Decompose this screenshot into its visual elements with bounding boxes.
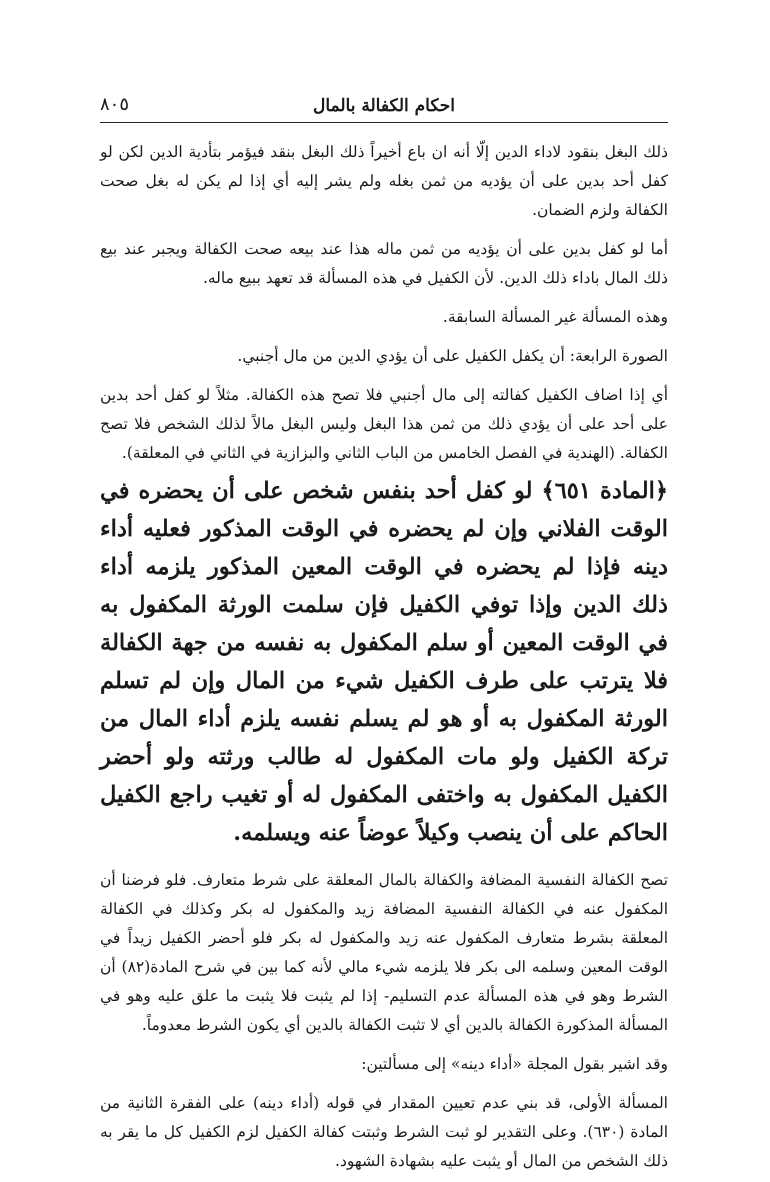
chapter-title: احكام الكفالة بالمال [313,96,455,116]
paragraph-own-property: أما لو كفل بدين على أن يؤديه من ثمن ماله هذا عند بيعه صحت الكفالة ويجبر عند بيع ذلك المال باداء ذلك الدين. لأن الكفيل في هذه المسألة قد تعهد ببيع ماله. [100,240,668,287]
paragraph-different-issue: وهذه المسألة غير المسألة السابقة. [442,308,668,326]
paragraph-two-issues: وقد اشير بقول المجلة «أداء دينه» إلى مسألتين: [361,1055,668,1073]
article-651: ﴿المادة ٦٥١﴾ لو كفل أحد بنفس شخص على أن يحضره في الوقت الفلاني وإن لم يحضره في الوقت المذكور فعليه أداء دينه فإذا لم يحضره في الوقت المعين المذكور يلزمه أداء ذلك الدين وإذا توفي الكفيل فإن سلمت الورثة المكفول به في الوقت المعين أو سلم المكفول به نفسه من جهة الكفالة فلا يترتب على طرف الكفيل شيء من المال وإن لم تسلم الورثة المكفول به أو هو لم يسلم نفسه يلزم أداء المال من تركة الكفيل ولو مات المكفول له طالب ورثته ولو أحضر الكفيل المكفول به واختفى المكفول له أو تغيب راجع الكفيل الحاكم على أن ينصب وكيلاً عوضاً عنه ويسلمه. [100,478,668,846]
running-header [100,92,668,123]
paragraph-mule-debt: ذلك البغل بنقود لاداء الدين إلّا أنه ان باع أخيراً ذلك البغل بنقد فيؤمر بتأدية الدين لكن لو كفل أحد بدين على أن يؤديه من ثمن بغله ولم يشر إليه أي إذا لم يكن له بغل صحت الكفالة ولزم الضمان. [100,143,668,219]
page-body [100,138,668,1176]
page-number: ٨٠٥ [100,94,130,115]
paragraph-commentary: تصح الكفالة النفسية المضافة والكفالة بالمال المعلقة على شرط متعارف. فلو فرضنا أن المكفول عنه في الكفالة النفسية المضافة زيد والمكفول له بكر وكذلك في الكفالة المعلقة بشرط متعارف المكفول عنه زيد والمكفول له بكر فلو أحضر الكفيل زيداً في الوقت المعين وسلمه الى بكر فلا يلزمه شيء مالي لأنه كما بين في شرح المادة(٨٢) أن الشرط وهو في هذه المسألة عدم التسليم- إذا لم يثبت فلا يثبت ما علق عليه وهو في المسألة المذكورة الكفالة بالدين أي لا تثبت الكفالة بالدين أي يكون الشرط معدوماً. [100,871,668,1034]
paragraph-fourth-case: الصورة الرابعة: أن يكفل الكفيل على أن يؤدي الدين من مال أجنبي. [237,347,668,365]
paragraph-first-issue: المسألة الأولى، قد بني عدم تعيين المقدار في قوله (أداء دينه) على الفقرة الثانية من المادة (٦٣٠). وعلى التقدير لو ثبت الشرط وثبتت كفالة الكفيل لزم الكفيل كل ما يقر به ذلك الشخص من المال أو يثبت عليه بشهادة الشهود. [100,1094,668,1170]
paragraph-foreign-property: أي إذا اضاف الكفيل كفالته إلى مال أجنبي فلا تصح هذه الكفالة. مثلاً لو كفل أحد بدين على أحد على أن يؤدي ذلك من ثمن هذا البغل وليس البغل مالاً لذلك الشخص فلا تصح الكفالة. (الهندية في الفصل الخامس من الباب الثاني والبزازية في الثاني في المعلقة). [100,386,668,462]
